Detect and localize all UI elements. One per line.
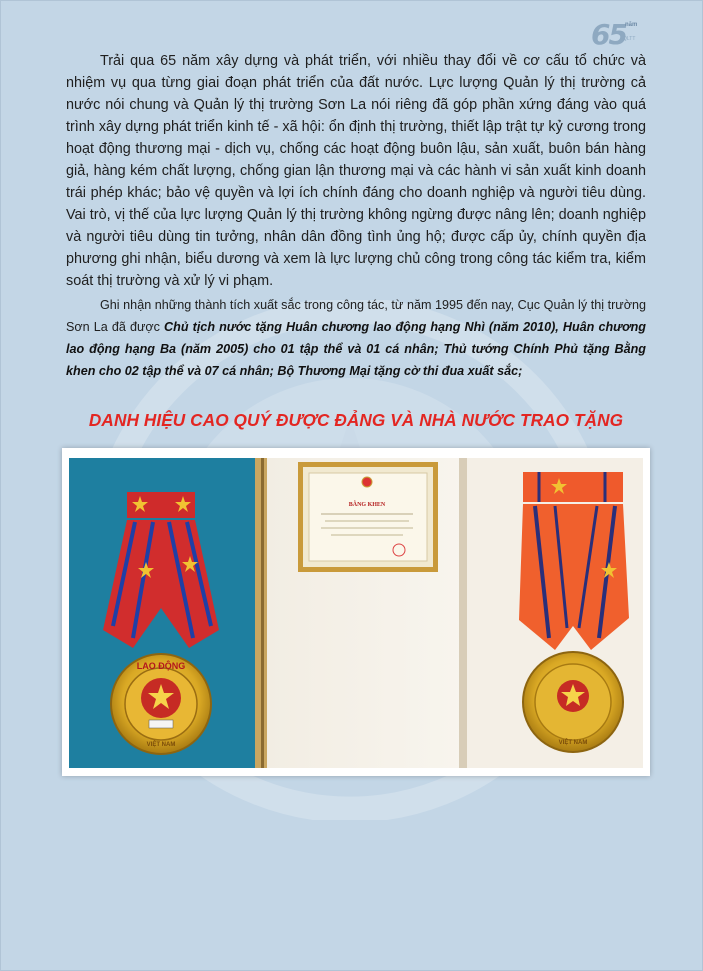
awards-list: Chủ tịch nước tặng Huân chương lao động hạng Nhì (năm 2010), Huân chương lao động hạng Ba (năm 2005) cho 01 tập thể và 01 cá nhân; Thủ tướng Chính Phủ tặng Bằng khen cho 02 tập thể và 07 cá nhân; Bộ Thương Mại tặng cờ thi đua xuất sắc; — [66, 320, 646, 378]
awards-paragraph — [66, 294, 646, 382]
logo-number: 65 — [591, 18, 626, 51]
medals-illustration — [69, 458, 643, 768]
right-medal — [519, 472, 629, 752]
anniversary-logo — [591, 16, 645, 54]
logo-tagline: QLTT — [623, 36, 636, 42]
logo-sub: năm — [625, 22, 638, 28]
certificate-title: BẰNG KHEN — [348, 502, 386, 508]
medal-right-bottom: VIỆT NAM — [558, 740, 588, 746]
certificate-frame — [298, 462, 438, 572]
medal-left-text: LAO ĐỘNG — [136, 661, 186, 671]
medal-left-bottom: VIỆT NAM — [146, 742, 176, 748]
intro-paragraph: Trải qua 65 năm xây dựng và phát triển, với nhiều thay đổi về cơ cấu tổ chức và nhiệm vụ qua từng giai đoạn phát triển của đất nước. Lực lượng Quản lý thị trường cả nước nói chung và Quản lý thị trường Sơn La nói riêng đã góp phần xứng đáng vào quá trình xây dựng phát triển kinh tế - xã hội: ổn định thị trường, thiết lập trật tự kỷ cương trong hoạt động thương mại - dịch vụ, chống các hoạt động buôn lậu, sản xuất, buôn bán hàng giả, hàng kém chất lượng, chống gian lận thương mại và các hành vi sản xuất kinh doanh trái phép khác; bảo vệ quyền và lợi ích chính đáng cho doanh nghiệp và người tiêu dùng. Vai trò, vị thế của lực lượng Quản lý thị trường không ngừng được nâng lên; doanh nghiệp và người tiêu dùng tin tưởng, nhân dân đồng tình ủng hộ; được cấp ủy, chính quyền địa phương ghi nhận, biểu dương và xem là lực lượng chủ công trong công tác kiểm tra, kiểm soát thị trường và xử lý vi phạm. — [66, 53, 646, 289]
awards-intro: Ghi nhận những thành tích xuất sắc trong công tác, từ năm 1995 đến nay, Cục Quản lý thị trường Sơn La đã được — [66, 298, 646, 334]
section-heading: DANH HIỆU CAO QUÝ ĐƯỢC ĐẢNG VÀ NHÀ NƯỚC TRAO TẶNG — [88, 410, 624, 430]
medals-photo — [62, 448, 650, 776]
